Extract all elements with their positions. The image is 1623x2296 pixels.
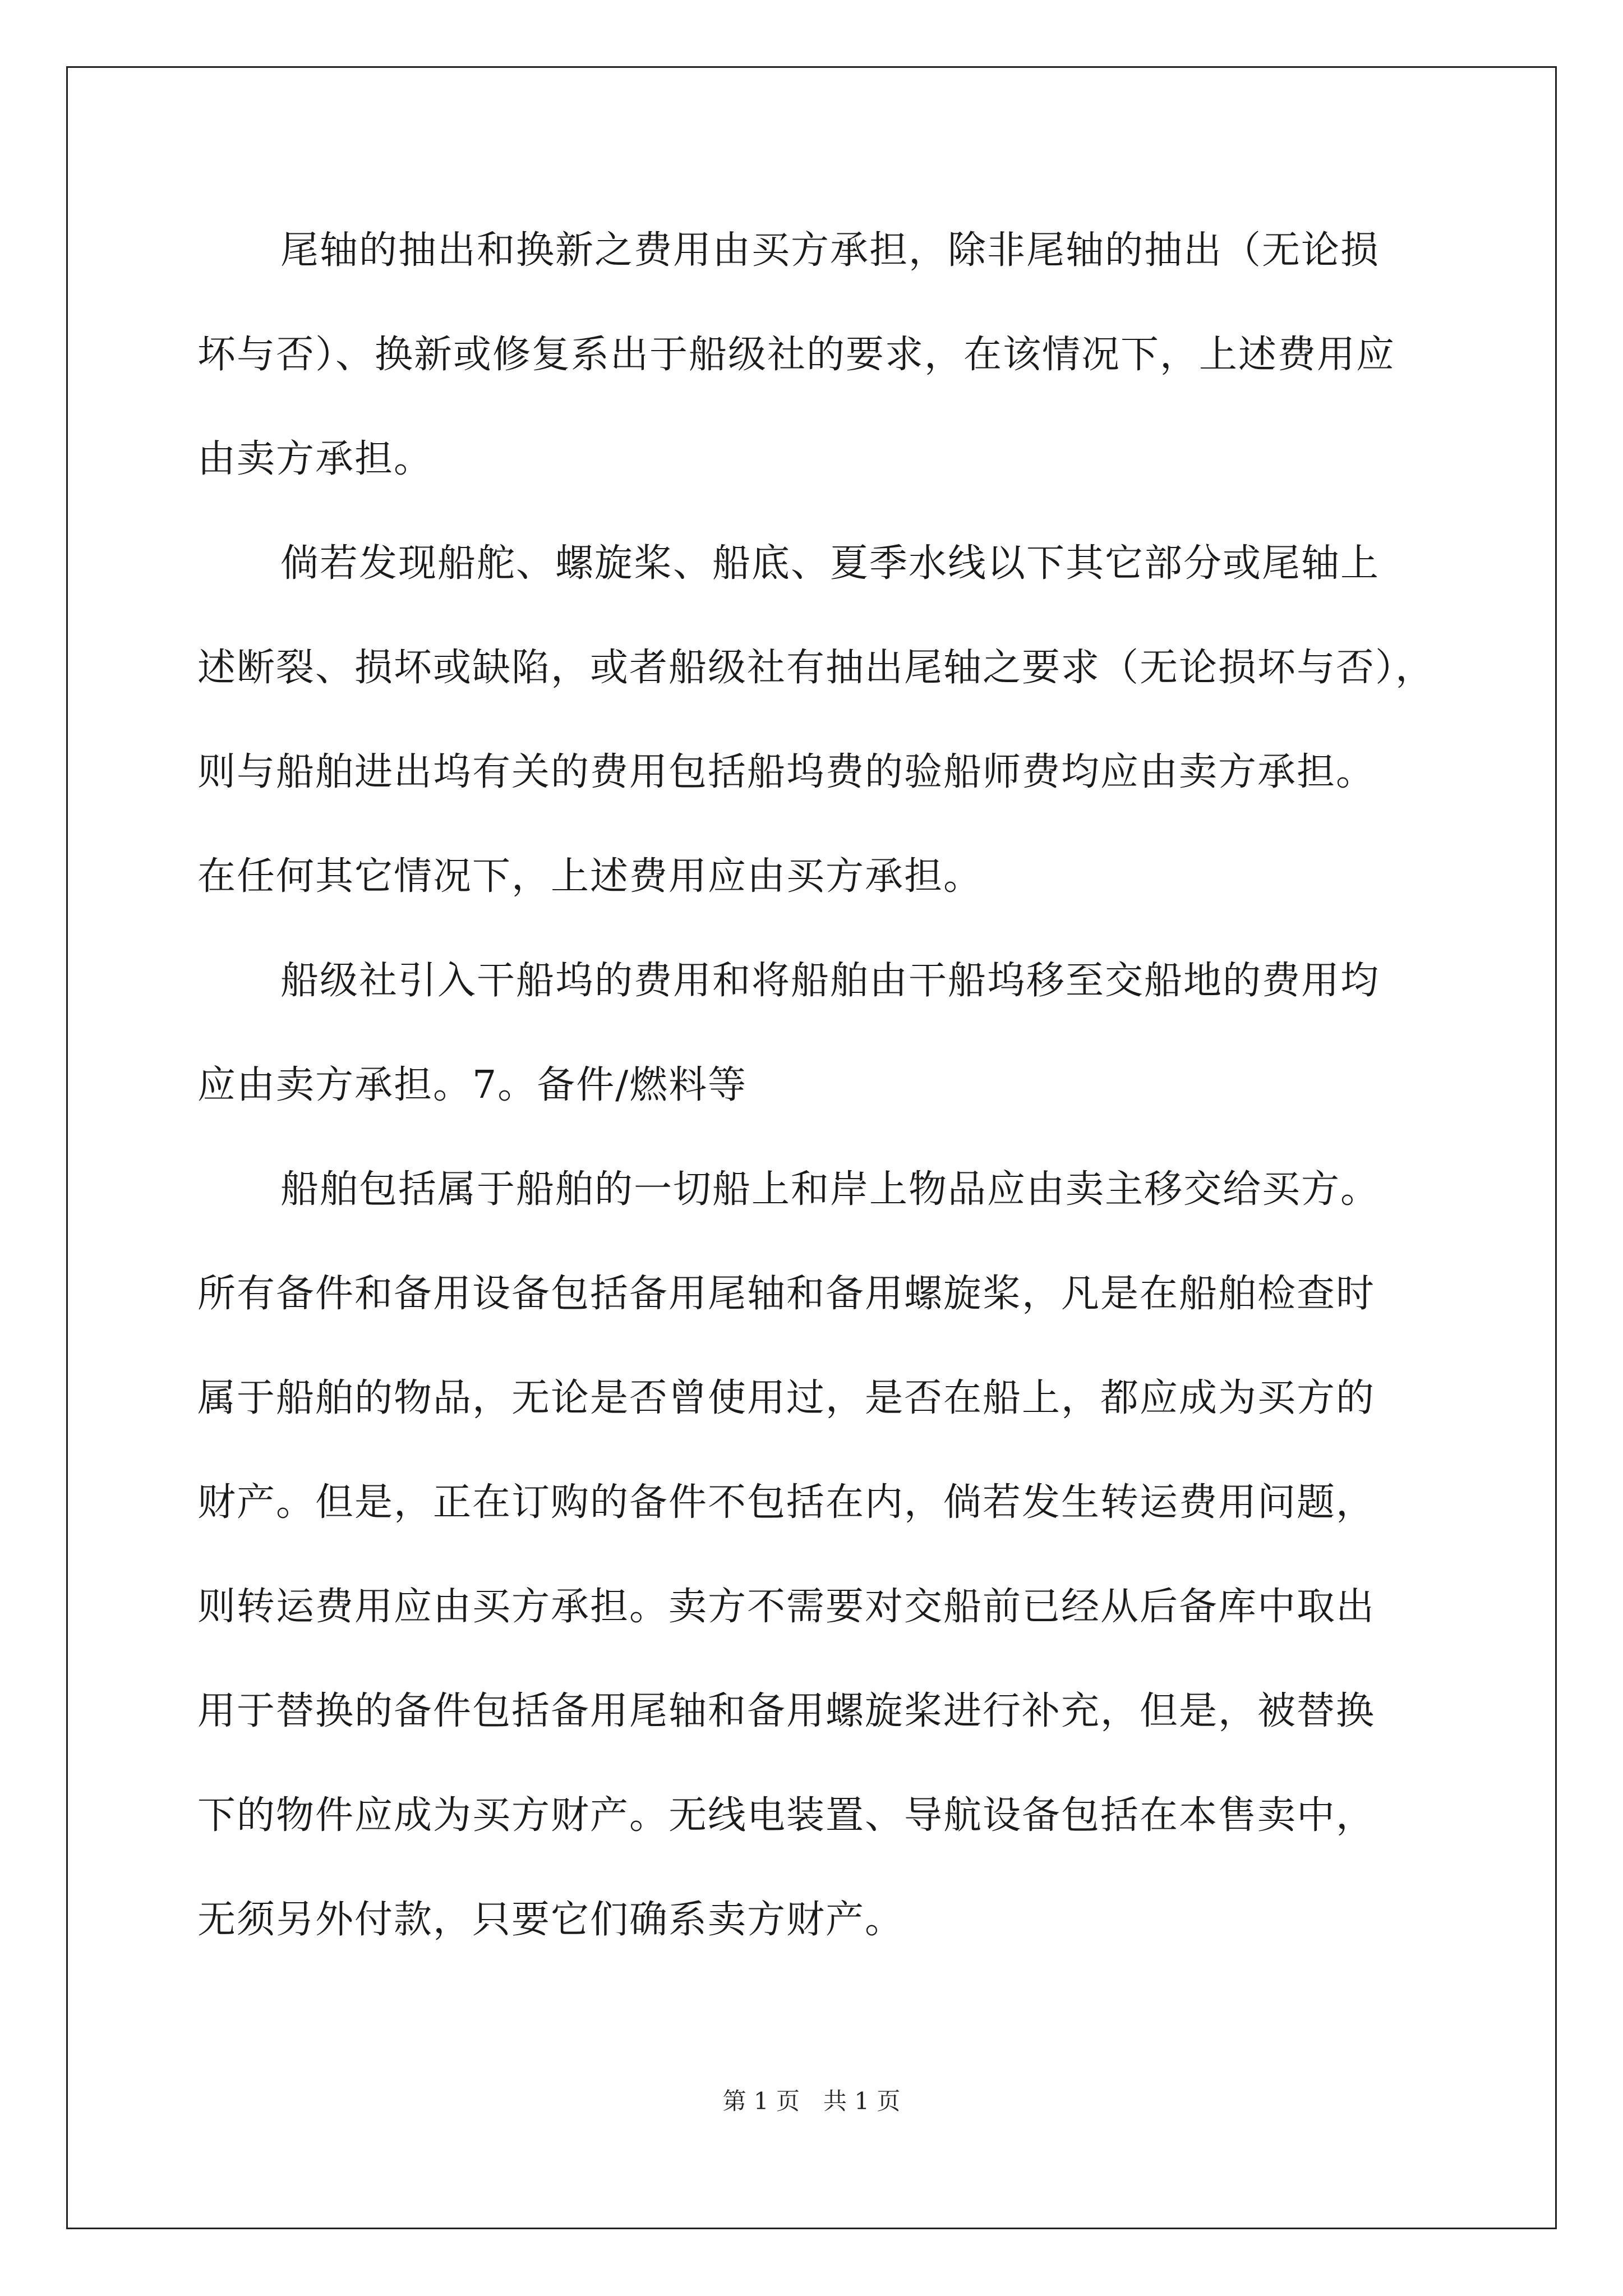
paragraph-3-line-2: 应由卖方承担。7。备件/燃料等 — [197, 1063, 748, 1107]
paragraph-4-line-8: 无须另外付款，只要它们确系卖方财产。 — [197, 1898, 905, 1942]
paragraph-3-line-1: 船级社引入干船坞的费用和将船舶由干船坞移至交船地的费用均 — [280, 959, 1380, 1003]
paragraph-2-line-1: 倘若发现船舵、螺旋桨、船底、夏季水线以下其它部分或尾轴上 — [280, 541, 1380, 586]
paragraph-4-line-7: 下的物件应成为买方财产。无线电装置、导航设备包括在本售卖中， — [197, 1793, 1376, 1838]
paragraph-4-line-1: 船舶包括属于船舶的一切船上和岸上物品应由卖主移交给买方。 — [280, 1167, 1380, 1212]
paragraph-1-line-1: 尾轴的抽出和换新之费用由买方承担，除非尾轴的抽出（无论损 — [280, 228, 1380, 273]
paragraph-2-line-4: 在任何其它情况下，上述费用应由买方承担。 — [197, 854, 983, 899]
paragraph-1-line-2: 坏与否）、换新或修复系出于船级社的要求，在该情况下，上述费用应 — [197, 333, 1396, 377]
paragraph-4-line-4: 财产。但是，正在订购的备件不包括在内，倘若发生转运费用问题， — [197, 1480, 1376, 1525]
paragraph-2-line-3: 则与船舶进出坞有关的费用包括船坞费的验船师费均应由卖方承担。 — [197, 750, 1376, 794]
paragraph-1-line-3: 由卖方承担。 — [197, 437, 434, 481]
paragraph-4-line-2: 所有备件和备用设备包括备用尾轴和备用螺旋桨，凡是在船舶检查时 — [197, 1272, 1376, 1316]
paragraph-4-line-6: 用于替换的备件包括备用尾轴和备用螺旋桨进行补充，但是，被替换 — [197, 1689, 1376, 1733]
paragraph-4-line-5: 则转运费用应由买方承担。卖方不需要对交船前已经从后备库中取出 — [197, 1585, 1376, 1629]
paragraph-2-line-2: 述断裂、损坏或缺陷，或者船级社有抽出尾轴之要求（无论损坏与否）， — [197, 646, 1435, 690]
page-number-footer: 第 1 页 共 1 页 — [722, 2087, 901, 2115]
paragraph-4-line-3: 属于船舶的物品，无论是否曾使用过，是否在船上，都应成为买方的 — [197, 1376, 1376, 1420]
